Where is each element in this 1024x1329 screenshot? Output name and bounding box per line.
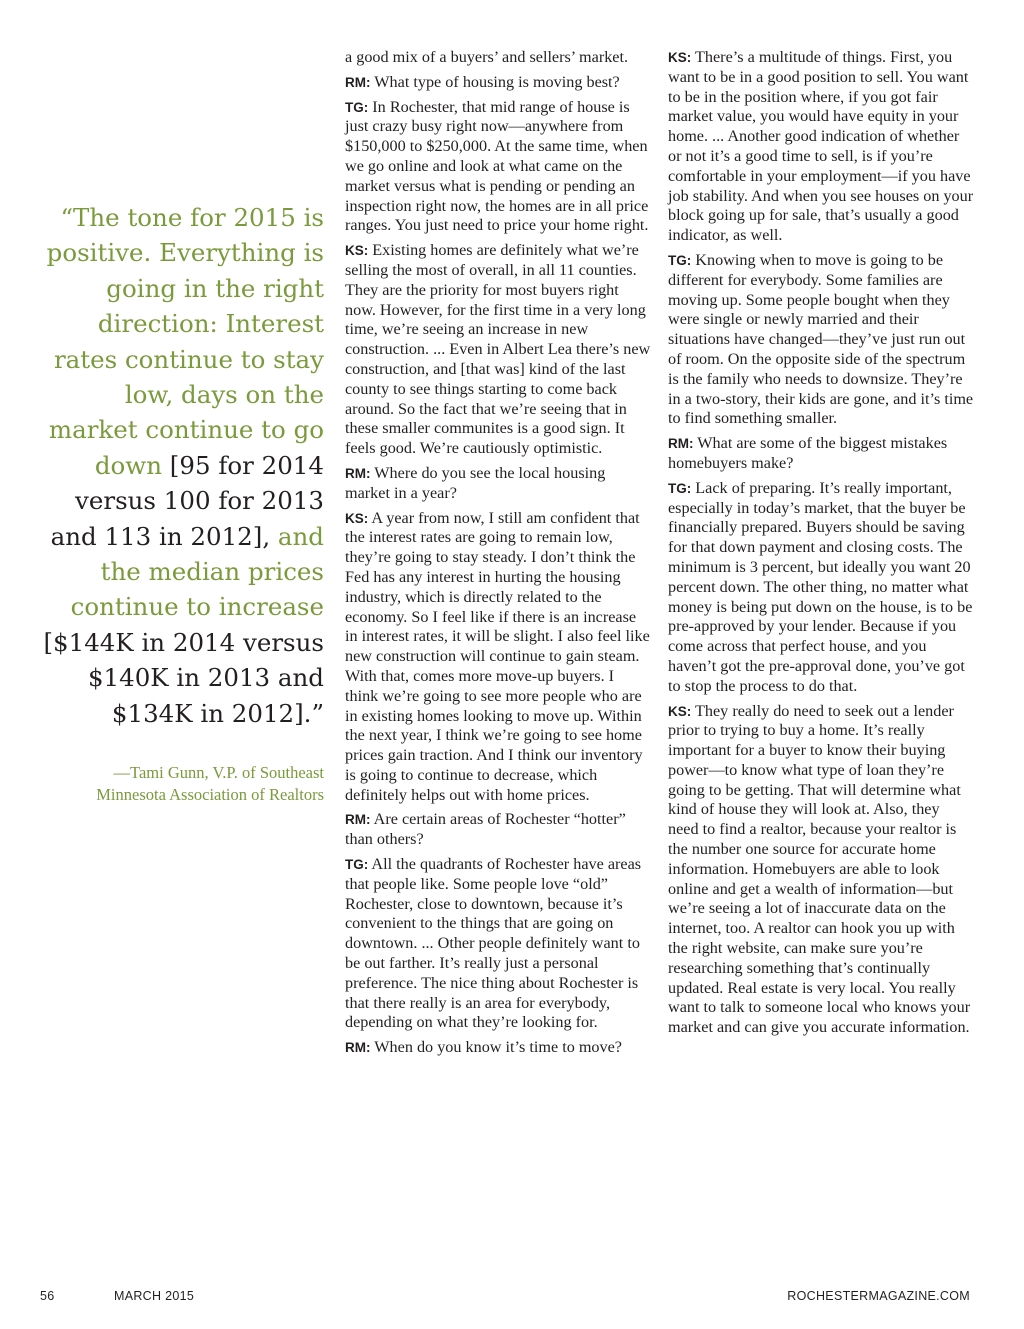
website: ROCHESTERMAGAZINE.COM	[787, 1289, 970, 1303]
paragraph-text: a good mix of a buyers’ and sellers’ market.	[345, 48, 629, 66]
speaker-label: KS:	[668, 50, 692, 65]
paragraph-text: What are some of the biggest mistakes homebuyers make?	[668, 434, 948, 472]
paragraph-text: Knowing when to move is going to be different for everybody. Some families are moving up. Some people bought when they were single or newly married and their situations have changed—they’ve just run out of room. On the opposite side of the spectrum is the family who needs to downsize. They’re in a two-story, their kids are gone, and it’s time to find something smaller.	[668, 250, 974, 428]
pull-quote-stats: [$144K in 2014 versus $140K in 2013 and $134K in 2012].”	[43, 627, 324, 728]
speaker-label: RM:	[345, 465, 371, 481]
paragraph	[668, 434, 974, 474]
issue-date: MARCH 2015	[114, 1289, 195, 1303]
speaker-label: KS:	[345, 243, 369, 259]
article-column-right	[668, 48, 974, 1043]
pull-quote-stats: [95 for 2014 versus 100 for 2013 and 113 in 2012],	[50, 450, 324, 551]
pull-quote	[40, 200, 324, 731]
paragraph-text: What type of housing is moving best?	[374, 72, 620, 91]
speaker-label: RM:	[345, 1040, 371, 1056]
speaker-label: TG:	[345, 857, 369, 873]
pull-quote-text: “The tone for 2015 is positive. Everything is going in the right direction: Interest rates continue to stay low, days on the market continue to go down	[46, 203, 324, 480]
paragraph-text: Lack of preparing. It’s really important, especially in today’s market, that the buyer be financially prepared. Buyers should be saving for that down payment and closing costs. The minimum is 3 percent, but ideally you want 20 percent down. The other thing, no matter what money is being put down on the house, is to be pre-approved by your lender. Because if you come across that perfect house, and you haven’t got the pre-approval done, you’ve got to stop the process to do that.	[668, 478, 973, 695]
paragraph-text: Where do you see the local housing market in a year?	[345, 463, 606, 502]
article-column-left	[345, 48, 651, 1063]
paragraph-text: They really do need to seek out a lender prior to trying to buy a home. It’s really important for a buyer to know their buying power—to know what type of loan they’re going to be getting. That will determine what kind of house they will look at. Also, they need to find a realtor, because your realtor is the number one source for accurate home information. Homebuyers are able to look online and get a wealth of information—but we’re seeing a lot of inaccurate data on the internet, too. A realtor can hook you up with the right website, can make sure you’re researching something that’s continually updated. Real estate is very local. You really want to talk to someone local who knows your market and can give you accurate information.	[668, 701, 971, 1037]
speaker-label: RM:	[668, 436, 694, 452]
paragraph	[345, 1038, 651, 1058]
speaker-label: KS:	[668, 703, 692, 719]
pull-quote-text: and the median prices continue to increase	[70, 521, 324, 622]
paragraph-text: A year from now, I still am confident that the interest rates are going to remain low, they’re going to stay steady. I don’t think the Fed has any interest in hurting the housing industry, which is directly related to the economy. So I feel like if there is an increase in interest rates, it will be slight. I also feel like new construction will continue to gain steam. With that, comes more move-up buyers. I think we’re going to see more people who are in existing homes looking to move up. Within the next year, I think we’re going to see home prices gain traction. And I think our inventory is going to continue to decrease, which definitely helps out with home prices.	[345, 508, 650, 804]
paragraph	[668, 48, 974, 246]
paragraph-text: When do you know it’s time to move?	[374, 1038, 622, 1057]
paragraph-text: Are certain areas of Rochester “hotter” than others?	[345, 810, 626, 849]
paragraph	[345, 810, 651, 850]
paragraph	[345, 241, 651, 459]
paragraph	[345, 48, 651, 68]
pull-quote-attribution: —Tami Gunn, V.P. of Southeast Minnesota Association of Realtors	[96, 763, 324, 804]
paragraph	[345, 464, 651, 504]
paragraph	[345, 855, 651, 1033]
paragraph	[345, 509, 651, 806]
paragraph	[345, 98, 651, 237]
paragraph	[668, 479, 974, 697]
paragraph-text: In Rochester, that mid range of house is just crazy busy right now—anywhere from $150,000 to $250,000. At the same time, when we go online and look at what came on the market versus what is pending or pending an inspection right now, the homes are in all price ranges. You just need to price your home right.	[345, 97, 649, 235]
paragraph-text: Existing homes are definitely what we’re selling the most of overall, in all 11 counties. They are the priority for most buyers right now. However, for the first time in a very long time, we’re seeing an increase in new construction. ... Even in Albert Lea there’s new construction, and [that was] kind of the last county to see things starting to come back around. So the fact that we’re seeing that in these smaller communites is a good sign. It feels good. We’re cautiously optimistic.	[345, 241, 651, 458]
speaker-label: RM:	[345, 74, 371, 90]
speaker-label: RM:	[345, 812, 371, 828]
speaker-label: KS:	[345, 510, 369, 526]
paragraph-text: There’s a multitude of things. First, you want to be in a good position to sell. You want to be in the position where, if you got fair market value, you would have equity in your home. ... Another good indication of whether or not it’s a good time to sell, is if you’re comfortable in your employment—if you have job stability. And when you see houses on your block going up for sale, that’s usually a good indicator, as well.	[668, 48, 974, 245]
paragraph	[345, 73, 651, 93]
paragraph	[668, 251, 974, 429]
page-number: 56	[40, 1289, 55, 1303]
speaker-label: TG:	[668, 252, 692, 268]
speaker-label: TG:	[668, 480, 692, 496]
paragraph	[668, 702, 974, 1039]
speaker-label: TG:	[345, 99, 369, 115]
paragraph-text: All the quadrants of Rochester have areas that people like. Some people love “old” Rochester, close to downtown, because it’s convenient to the things that are going on downtown. ... Other people definitely want to be out farther. It’s really just a personal preference. The nice thing about Rochester is that there really is an area for everybody, depending on what they’re looking for.	[345, 855, 642, 1032]
